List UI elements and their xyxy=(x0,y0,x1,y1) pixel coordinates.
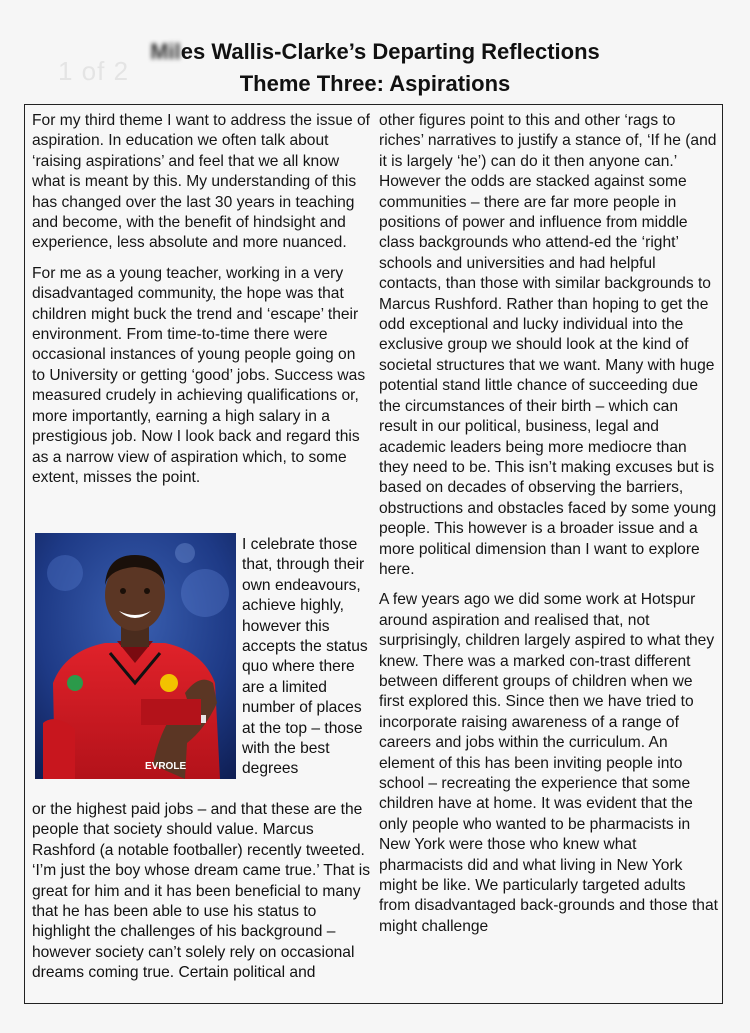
title-blurred-name: Mil xyxy=(150,39,181,64)
document-subtitle: Theme Three: Aspirations xyxy=(239,71,511,96)
left-column xyxy=(32,111,372,498)
right-paragraph-1: other figures point to this and other ‘rags to riches’ narratives to justify a stance of, ‘If he (and it is largely ‘he’) can do it then anyone can.’ However the odds are stacked against some communities – there are far more people in positions of power and influence from middle class backgrounds who attend-ed the ‘right’ schools and universities and had helpful contacts, than those with similar backgrounds to Marcus Rushford. Rather than hoping to get the odd exceptional and lucky individual into the exclusive group we should look at the kind of societal structures that we want. Many with huge potential stand little chance of succeeding due the circumstances of their birth – which can result in our political, business, legal and academic leaders being more mediocre than they need to be. This isn’t making excuses but is based on decades of observing the barriers, obstructions and obstacles faced by some young people. This however is a broader issue and a more political dimension than I want to explore here. xyxy=(379,112,717,578)
right-column xyxy=(379,111,719,947)
article-frame xyxy=(24,104,723,1004)
page-watermark: 1 of 2 xyxy=(58,56,130,86)
left-paragraph-3: or the highest paid jobs – and that these are the people that society should value. Marcus Rashford (a notable footballer) recently tweeted. ‘I’m just the boy whose dream came true.’ That is great for him and it has been beneficial to many that he has been able to use his status to highlight the challenges of his background – however society can’t solely rely on occasional dreams coming true. Certain political and xyxy=(32,801,371,982)
left-paragraph-1: For my third theme I want to address the issue of aspiration. In education we often talk about ‘raising aspirations’ and feel that we all know what is meant by this. My understanding of this has changed over the last 30 years in teaching and become, with the benefit of hindsight and experience, less absolute and more nuanced. xyxy=(32,112,371,252)
right-paragraph-2: A few years ago we did some work at Hotspur around aspiration and realised that, not surprisingly, children largely aspired to what they knew. There was a marked con-trast different between different groups of children when we first explored this. Since then we have tried to incorporate raising awareness of a range of careers and jobs within the curriculum. An element of this has been inviting people into school – recreating the experience that some children have at home. It was evident that the only people who wanted to be pharmacists in New York were those who knew what pharmacists did and what living in New York might be like. We particularly targeted adults from disadvantaged back-grounds and those that might challenge xyxy=(379,591,718,935)
shirt-sponsor-text: EVROLE xyxy=(145,761,187,772)
photo-wrap-text: I celebrate those that, through their own endeavours, achieve highly, however this accepts the status quo where there are a limited number of places at the top – those with the best degrees xyxy=(242,536,368,778)
left-paragraph-2: For me as a young teacher, working in a very disadvantaged community, the hope was that children might buck the trend and ‘escape’ their environment. From time-to-time there were occasional instances of young people going on to University or getting ‘good’ jobs. Success was measured crudely in achieving qualifications or, more importantly, earning a high salary in a prestigious job. Now I look back and regard this as a narrow view of aspiration which, to some extent, misses the point. xyxy=(32,264,366,486)
title-text: es Wallis-Clarke’s Departing Reflections xyxy=(180,39,600,64)
rashford-photo xyxy=(35,533,236,779)
document-title xyxy=(0,38,750,66)
